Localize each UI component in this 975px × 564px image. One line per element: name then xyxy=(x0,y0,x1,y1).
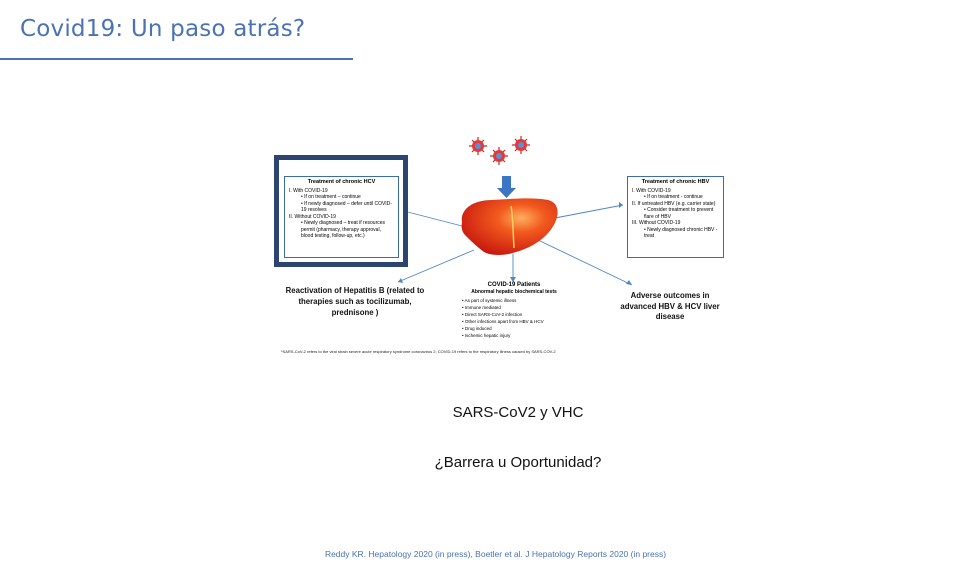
hcv-item-i-b: • If newly diagnosed – defer until COVID-19 resolves xyxy=(301,200,392,213)
adverse-outcomes-text: Adverse outcomes in advanced HBV & HCV liver disease xyxy=(620,291,720,321)
coronavirus-icon xyxy=(490,147,508,165)
list-item: • Other infections apart from HBV & HCV xyxy=(462,319,544,324)
hcv-item-ii-a: • Newly diagnosed – treat if resources permit (pharmacy, therapy approval, blood testing, follow-up, etc.) xyxy=(301,220,386,239)
covid-patients-list xyxy=(462,297,544,339)
list-item: • Ischemic hepatic injury xyxy=(462,333,511,338)
hbv-box-title: Treatment of chronic HBV xyxy=(641,179,710,185)
covid-patients-subtitle: Abnormal hepatic biochemical tests xyxy=(471,289,557,295)
hcv-item-ii: II. Without COVID-19 xyxy=(289,213,336,220)
liver-icon xyxy=(462,198,558,255)
list-item: • Drug induced xyxy=(462,326,492,331)
arrowhead-hbv xyxy=(619,202,623,208)
hcv-box-title: Treatment of chronic HCV xyxy=(307,179,376,185)
list-item: • As part of systemic illness xyxy=(462,298,517,303)
hcv-treatment-box xyxy=(284,176,399,258)
hbv-item-iii-a: • Newly diagnosed chronic HBV - treat xyxy=(644,226,718,239)
subtitle-line-1: SARS-CoV2 y VHC xyxy=(452,404,584,421)
hcv-treatment-frame xyxy=(274,155,408,267)
subtitle-line-2: ¿Barrera u Oportunidad? xyxy=(434,454,602,471)
coronavirus-icon xyxy=(512,136,530,154)
hcv-item-i-a: • If on treatment – continue xyxy=(301,194,361,200)
hbv-item-ii-a: • Consider treatment to prevent flare of HBV xyxy=(644,207,714,220)
covid-patients-title: COVID-19 Patients xyxy=(487,282,541,288)
slide-title: Covid19: Un paso atrás? xyxy=(20,16,306,42)
coronavirus-icon xyxy=(469,137,487,155)
hbv-item-i: I. With COVID-19 xyxy=(632,187,671,194)
list-item: • Immune mediated xyxy=(462,305,501,310)
reactivation-text: Reactivation of Hepatitis B (related to therapies such as tocilizumab, prednisone ) xyxy=(285,286,425,317)
reference-text: Reddy KR. Hepatology 2020 (in press), Boetler et al. J Hepatology Reports 2020 (in press) xyxy=(324,549,667,559)
hbv-treatment-box xyxy=(627,176,724,258)
hbv-item-iii: III. Without COVID-19 xyxy=(632,220,681,226)
list-item: • Direct SARS-CoV-2 infection xyxy=(462,312,523,317)
hbv-item-i-a: • If on treatment - continue xyxy=(644,194,703,200)
down-arrow-icon xyxy=(497,176,516,198)
figure-footnote: *SARS-CoV-2 refers to the viral strain severe acute respiratory syndrome coronavirus 2; COVID-19 refers to the respiratory illness caused by SARS-COV-2 xyxy=(281,349,556,354)
hcv-item-i: I. With COVID-19 xyxy=(289,187,328,194)
hbv-item-ii: II. If untreated HBV (e.g. carrier state) xyxy=(632,200,716,207)
